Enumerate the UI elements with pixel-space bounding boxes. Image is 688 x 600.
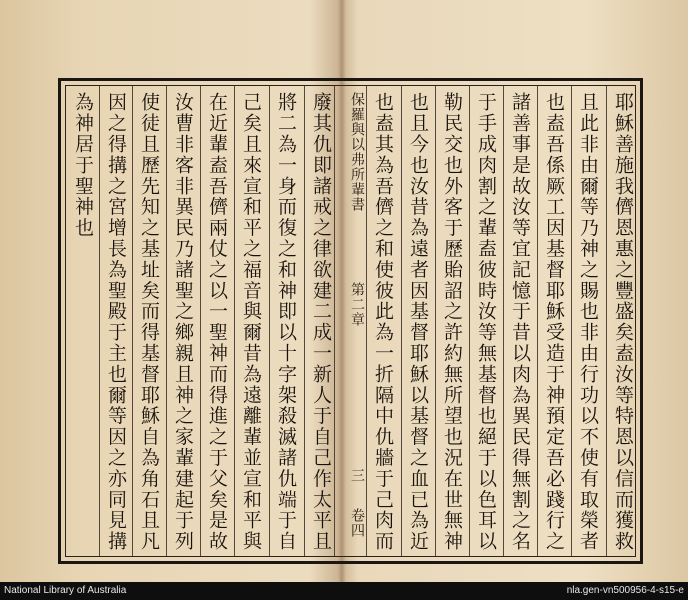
text-column-1: 耶穌善施我儕恩惠之豐盛矣盍汝等特恩以信而獲救 bbox=[612, 92, 634, 552]
chapter-label: 第二章 bbox=[349, 282, 365, 327]
text-column-12: 在近輩盍吾儕兩仗之以一聖神而得進之于父矣是故 bbox=[206, 92, 228, 552]
column-rule bbox=[99, 86, 100, 556]
text-column-4: 諸善事是故汝等宜記憶于昔以肉為異民得無割之名 bbox=[509, 92, 531, 552]
text-frame-inner bbox=[65, 85, 636, 557]
text-column-2: 且此非由爾等乃神之賜也非由行功以不使有取榮者 bbox=[577, 92, 599, 552]
text-column-14: 使徒且歷先知之基址矣而得基督耶穌自為角石且凡 bbox=[138, 92, 160, 552]
text-column-3: 也盍吾係厥工因基督耶穌受造于神預定吾必踐行之 bbox=[543, 92, 565, 552]
column-rule bbox=[234, 86, 235, 556]
footer-bar bbox=[0, 582, 688, 600]
column-rule bbox=[166, 86, 167, 556]
text-column-5: 于手成肉割之輩盍彼時汝等無基督也絕于以色耳以 bbox=[475, 92, 497, 552]
text-column-7: 也且今也汝昔為遠者因基督耶穌以基督之血已為近 bbox=[407, 92, 429, 552]
footer-identifier: nla.gen-vn500956-4-s15-e bbox=[566, 585, 684, 596]
column-rule bbox=[503, 86, 504, 556]
column-rule bbox=[571, 86, 572, 556]
text-column-11: 己矣且來宣和平之福音與爾昔為遠離輩並宣和平與 bbox=[240, 92, 262, 552]
text-column-6: 勒民交也外客于歷貽詔之許約無所望也況在世無神 bbox=[441, 92, 463, 552]
column-rule bbox=[401, 86, 402, 556]
book-title: 保羅與以弗所輩書 bbox=[349, 92, 365, 212]
column-rule bbox=[132, 86, 133, 556]
column-rule bbox=[269, 86, 270, 556]
text-column-16: 為神居于聖神也 bbox=[72, 92, 94, 239]
page-number: 三 bbox=[349, 468, 365, 483]
text-column-10: 將二為一身而復之和神即以十字架殺滅諸仇端于自 bbox=[275, 92, 297, 552]
column-rule bbox=[435, 86, 436, 556]
text-column-9: 廢其仇即諸戒之律欲建二成一新人于自己作太平且 bbox=[310, 92, 332, 552]
column-rule bbox=[606, 86, 607, 556]
text-column-13: 汝曹非客非異民乃諸聖之鄉親且神之家輩建起于列 bbox=[172, 92, 194, 552]
column-rule bbox=[469, 86, 470, 556]
column-rule bbox=[537, 86, 538, 556]
text-column-15: 因之得搆之宮增長為聖殿于主也爾等因之亦同見搆 bbox=[105, 92, 127, 552]
text-column-8: 也盍其為吾儕之和使彼此為一折隔中仇牆于己肉而 bbox=[372, 92, 394, 552]
column-rule bbox=[304, 86, 305, 556]
volume-label: 卷四 bbox=[349, 508, 365, 538]
text-frame bbox=[58, 78, 643, 564]
column-rule bbox=[200, 86, 201, 556]
footer-source: National Library of Australia bbox=[4, 585, 127, 596]
